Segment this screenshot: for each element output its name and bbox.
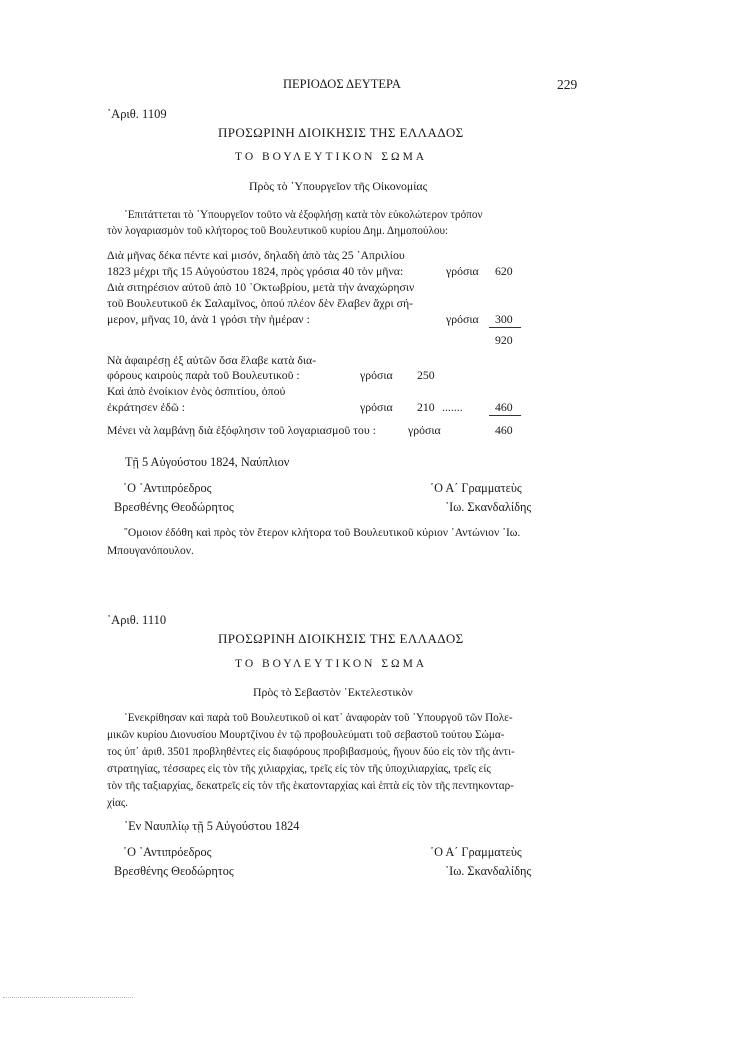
doc1110-sign-left-title: ῾Ο ᾿Αντιπρόεδρος: [123, 845, 212, 859]
account-deduct2-amount: 210: [417, 400, 435, 414]
doc1109-date-place: Τῇ 5 Αὐγούστου 1824, Ναύπλιον: [125, 455, 290, 469]
account-item2-unit: γρόσια: [446, 312, 479, 326]
account-item2-line-3: μερον, μῆνας 10, ἀνὰ 1 γρόσι τὴν ἡμέραν :: [107, 312, 310, 326]
account-deduct2-line-1: Καὶ ἀπὸ ἐνοίκιον ἑνὸς ὀσπιτίου, ὁπού: [107, 384, 286, 398]
doc1109-number: ᾿Αριθ. 1109: [107, 107, 167, 121]
doc1110-body-line-1: ᾿Ενεκρίθησαν καὶ παρὰ τοῦ Βουλευτικοῦ οἱ κατ᾿ ἀναφορὰν τοῦ ῾Υπουργοῦ τῶν Πολε-: [124, 712, 513, 724]
doc1109-sign-right-name: ᾿Ιω. Σκανδαλίδης: [445, 500, 532, 514]
doc1109-intro-line-2: τὸν λογαριασμὸν τοῦ κλήτορος τοῦ Βουλευτικοῦ κυρίου Δημ. Δημοπούλου:: [107, 225, 449, 237]
doc1109-sign-right-title: ῾Ο Α΄ Γραμματεὺς: [430, 481, 522, 495]
doc1110-number: ᾿Αριθ. 1110: [107, 613, 167, 627]
account-deduct-total: 460: [495, 400, 513, 414]
doc1109-intro-line-1: ᾿Επιτάττεται τὸ ῾Υπουργεῖον τοῦτο νὰ ἐξοφλήσῃ κατὰ τὸν εὐκολώτερον τρόπον: [124, 209, 483, 221]
account-deduct1-line-1: Νὰ ἀφαιρέσῃ ἐξ αὐτῶν ὅσα ἔλαβε κατὰ δια-: [107, 353, 317, 367]
account-item2-line-1: Διὰ σιτηρέσιον αὐτοῦ ἀπὸ 10 ᾿Οκτωβρίου, μετὰ τὴν ἀναχώρησιν: [107, 280, 415, 294]
doc1110-sign-left-name: Βρεσθένης Θεοδώρητος: [114, 864, 234, 878]
running-title: ΠΕΡΙΟΔΟΣ ΔΕΥΤΕΡΑ: [283, 77, 401, 91]
doc1110-subtitle: ΤΟ ΒΟΥΛΕΥΤΙΚΟΝ ΣΩΜΑ: [235, 658, 428, 670]
account-item2-line-2: τοῦ Βουλευτικοῦ ἐκ Σαλαμῖνος, ὁπού πλέον δὲν ἔλαβεν ἄχρι σή-: [107, 296, 414, 310]
doc1110-body-line-2: μικῶν κυρίου Διονυσίου Μουρτζίνου ἐν τῷ προβουλεύματι τοῦ σεβαστοῦ τούτου Σώμα-: [107, 729, 505, 741]
doc1110-body-line-5: τὸν τῆς ταξιαρχίας, δεκατρεῖς εἰς τὸν τῆς ἑκατονταρχίας καὶ ἑπτὰ εἰς τὸν τῆς πεντηκονταρ-: [107, 780, 514, 792]
account-item1-line-2: 1823 μέχρι τῆς 15 Αὐγούστου 1824, πρὸς γρόσια 40 τὸν μῆνα:: [107, 264, 404, 278]
doc1109-note-line-2: Μπουγανόπουλον.: [107, 544, 194, 557]
account-remaining-amount: 460: [495, 423, 513, 437]
doc1110-body-line-6: χίας.: [107, 797, 129, 809]
page-number: 229: [557, 77, 578, 92]
account-item2-amount: 300: [495, 312, 513, 326]
doc1110-sign-right-name: ᾿Ιω. Σκανδαλίδης: [445, 864, 532, 878]
account-deduct2-leader: .......: [442, 400, 463, 414]
account-item1-line-1: Διὰ μῆνας δέκα πέντε καὶ μισόν, δηλαδὴ ἀπὸ τὰς 25 ᾿Απριλίου: [107, 248, 405, 262]
doc1109-note-line-1: ῞Ομοιον ἐδόθη καὶ πρὸς τὸν ἕτερον κλήτορα τοῦ Βουλευτικοῦ κύριον ᾿Αντώνιον ᾿Ιω.: [124, 526, 521, 539]
remaining-rule: [489, 415, 521, 416]
scan-artifact: [3, 997, 133, 1000]
doc1110-title: ΠΡΟΣΩΡΙΝΗ ΔΙΟΙΚΗΣΙΣ ΤΗΣ ΕΛΛΑΔΟΣ: [218, 631, 464, 646]
subtotal-rule: [489, 327, 521, 328]
doc1110-body-line-4: στρατηγίας, τέσσαρες εἰς τὸν τῆς χιλιαρχίας, τρεῖς εἰς τὸν τῆς ὑποχιλιαρχίας, τρεῖς εἰς: [107, 763, 491, 775]
account-deduct1-line-2: φόρους καιροὺς παρὰ τοῦ Βουλευτικοῦ :: [107, 368, 300, 382]
doc1109-sign-left-name: Βρεσθένης Θεοδώρητος: [114, 500, 234, 514]
doc1110-body-line-3: τος ὑπ᾿ ἀριθ. 3501 προβληθέντες εἰς διαφόρους προβιβασμούς, ἤγουν δύο εἰς τὸν τῆς ἀντι-: [107, 746, 515, 758]
account-deduct2-unit: γρόσια: [360, 400, 393, 414]
account-remaining-unit: γρόσια: [408, 423, 441, 437]
account-remaining-text: Μένει νὰ λαμβάνῃ διὰ ἐξόφλησιν τοῦ λογαριασμοῦ του :: [107, 423, 376, 437]
account-deduct2-line-2: ἐκράτησεν ἐδῶ :: [107, 400, 185, 414]
doc1109-subtitle: ΤΟ ΒΟΥΛΕΥΤΙΚΟΝ ΣΩΜΑ: [235, 151, 428, 163]
account-item1-amount: 620: [495, 264, 513, 278]
doc1109-sign-left-title: ῾Ο ᾿Αντιπρόεδρος: [123, 481, 212, 495]
account-subtotal: 920: [495, 333, 513, 347]
doc1110-date-place: ᾿Εν Ναυπλίῳ τῇ 5 Αὐγούστου 1824: [124, 819, 300, 833]
account-deduct1-unit: γρόσια: [360, 368, 393, 382]
doc1110-sign-right-title: ῾Ο Α΄ Γραμματεὺς: [430, 845, 522, 859]
doc1109-addressee: Πρὸς τὸ ῾Υπουργεῖον τῆς Οἰκονομίας: [249, 179, 428, 193]
doc1110-addressee: Πρὸς τὸ Σεβαστὸν ᾿Εκτελεστικὸν: [253, 685, 413, 699]
doc1109-title: ΠΡΟΣΩΡΙΝΗ ΔΙΟΙΚΗΣΙΣ ΤΗΣ ΕΛΛΑΔΟΣ: [218, 125, 464, 140]
account-deduct1-amount: 250: [417, 368, 435, 382]
account-item1-unit: γρόσια: [446, 264, 479, 278]
